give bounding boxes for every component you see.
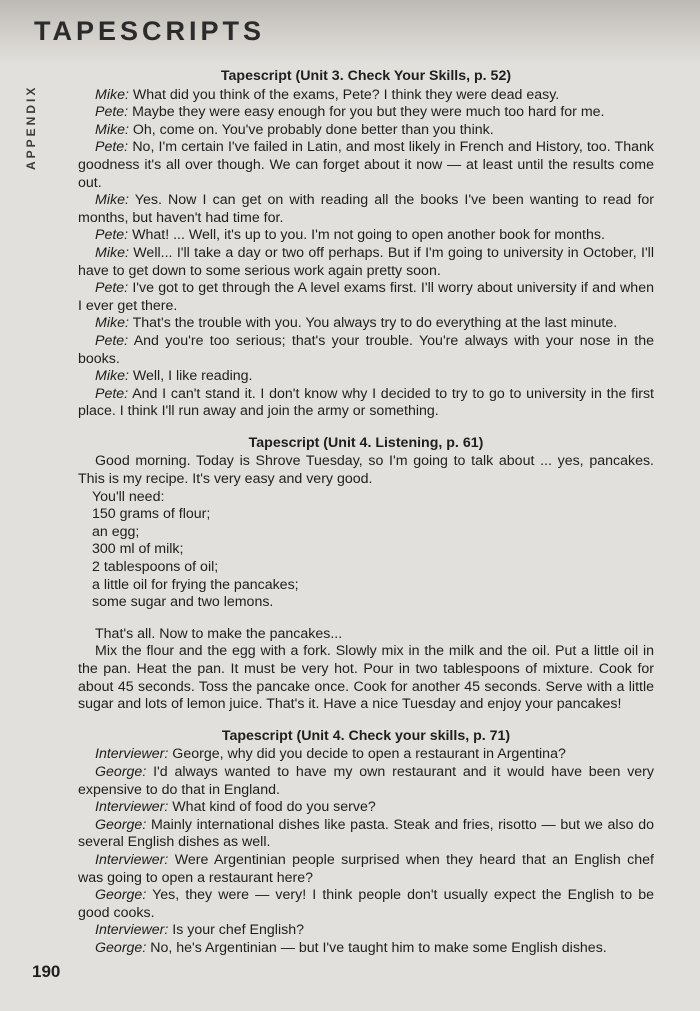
paragraph: Mix the flour and the egg with a fork. Slowly mix in the milk and the oil. Put a little oil in the pan. Heat the pan. It must be very hot. Pour in two tablespoons of mixture. Cook for about 45 seconds. Toss the pancake once. Cook for another 45 seconds. Serve with a little sugar and lots of lemon juice. That's it. Have a nice Tuesday and enjoy your pancakes! — [78, 643, 654, 713]
speaker-name: Mike: — [95, 244, 129, 261]
appendix-side-label: APPENDIX — [24, 84, 38, 170]
tapescript-unit3 — [78, 68, 654, 421]
speaker-name: Mike: — [95, 315, 129, 332]
speaker-name: George: — [95, 887, 147, 904]
dialogue-line — [78, 245, 654, 280]
spacer — [78, 612, 654, 626]
speaker-name: Mike: — [95, 368, 129, 385]
line-text: I'd always wanted to have my own restaurant and it would have been very expensive to do that in England. — [78, 763, 654, 798]
line-text: Well, I like reading. — [132, 368, 253, 385]
speaker-name: George: — [95, 816, 147, 833]
line-text: And you're too serious; that's your trouble. You're always with your nose in the books. — [78, 332, 654, 367]
line-text: That's the trouble with you. You always try to do everything at the last minute. — [132, 315, 618, 332]
speaker-name: Mike: — [95, 86, 129, 103]
section-title: Tapescript (Unit 4. Check your skills, p. 71) — [221, 727, 511, 744]
paragraph: That's all. Now to make the pancakes... — [95, 625, 343, 642]
speaker-name: Pete: — [95, 139, 129, 156]
recipe-line: 300 ml of milk; — [92, 541, 184, 558]
dialogue-line — [78, 887, 654, 922]
line-text: Is your chef English? — [172, 922, 304, 939]
line-text: And I can't stand it. I don't know why I decided to try to go to university in the first place. I think I'll run away and join the army or something. — [78, 385, 654, 420]
recipe-line: some sugar and two lemons. — [92, 594, 274, 611]
tapescript-unit4-listening — [78, 435, 654, 714]
dialogue-line — [78, 122, 654, 140]
line-text: George, why did you decide to open a restaurant in Argentina? — [172, 746, 566, 763]
speaker-name: Interviewer: — [95, 922, 169, 939]
line-text: What kind of food do you serve? — [172, 799, 376, 816]
page-number: 190 — [32, 962, 61, 981]
line-text: What! ... Well, it's up to you. I'm not going to open another book for months. — [132, 227, 605, 244]
speaker-name: Pete: — [95, 227, 129, 244]
page-title: TAPESCRIPTS — [34, 16, 266, 46]
speaker-name: Pete: — [95, 385, 129, 402]
dialogue-line — [78, 922, 654, 940]
line-text: Yes. Now I can get on with reading all the books I've been wanting to read for months, but haven't had time for. — [78, 192, 655, 226]
speaker-name: Pete: — [95, 280, 129, 297]
section-title: Tapescript (Unit 3. Check Your Skills, p. 52) — [220, 68, 512, 84]
line-text: No, I'm certain I've failed in Latin, and most likely in French and History, too. Thank goodness it's all over though. We can forget about it now — at least until the results come out. — [78, 139, 654, 191]
line-text: What did you think of the exams, Pete? I think they were dead easy. — [132, 86, 560, 103]
recipe-line: 150 grams of flour; — [92, 506, 211, 523]
speaker-name: Pete: — [95, 104, 129, 121]
line-text: Well... I'll take a day or two off perhaps. But if I'm going to university in October, I'll have to get down to some serious work again pretty soon. — [78, 244, 654, 279]
dialogue-line — [78, 87, 654, 105]
page-header — [0, 0, 700, 64]
speaker-name: Mike: — [95, 121, 129, 138]
dialogue-line — [78, 386, 654, 421]
tapescripts-content — [78, 68, 654, 958]
dialogue-line — [78, 227, 654, 245]
dialogue-line — [78, 746, 654, 764]
recipe-line: 2 tablespoons of oil; — [92, 559, 219, 576]
speaker-name: Pete: — [95, 332, 129, 349]
recipe-line: You'll need: — [92, 488, 165, 505]
line-text: Mainly international dishes like pasta. Steak and fries, risotto — but we also do several English dishes as well. — [78, 816, 654, 851]
line-text: Were Argentinian people surprised when they heard that an English chef was going to open a restaurant here? — [78, 851, 654, 886]
dialogue-line — [78, 139, 654, 192]
dialogue-line — [78, 368, 654, 386]
dialogue-line — [78, 315, 654, 333]
dialogue-line — [78, 104, 654, 122]
dialogue-line — [78, 764, 654, 799]
dialogue-line — [78, 333, 654, 368]
intro-paragraph: Good morning. Today is Shrove Tuesday, so I'm going to talk about ... yes, pancakes. This is my recipe. It's very easy and very good. — [78, 453, 654, 488]
speaker-name: Interviewer: — [95, 851, 169, 868]
tapescript-unit4-check — [78, 728, 654, 958]
dialogue-line — [78, 940, 654, 958]
speaker-name: George: — [95, 763, 147, 780]
speaker-name: Interviewer: — [95, 746, 169, 763]
dialogue-line — [78, 280, 654, 315]
dialogue-line — [78, 192, 654, 227]
dialogue-line — [78, 799, 654, 817]
line-text: I've got to get through the A level exams first. I'll worry about university if and when I ever get there. — [78, 280, 654, 314]
line-text: No, he's Argentinian — but I've taught him to make some English dishes. — [150, 939, 607, 956]
speaker-name: Mike: — [95, 192, 129, 209]
recipe-line: a little oil for frying the pancakes; — [92, 576, 299, 593]
line-text: Maybe they were easy enough for you but they were much too hard for me. — [132, 104, 605, 121]
recipe-line: an egg; — [92, 523, 140, 540]
section-title: Tapescript (Unit 4. Listening, p. 61) — [248, 434, 484, 451]
speaker-name: George: — [95, 939, 147, 956]
line-text: Oh, come on. You've probably done better than you think. — [132, 121, 494, 138]
speaker-name: Interviewer: — [95, 799, 169, 816]
dialogue-line — [78, 852, 654, 887]
line-text: Yes, they were — very! I think people don't usually expect the English to be good cooks. — [78, 887, 654, 921]
dialogue-line — [78, 817, 654, 852]
